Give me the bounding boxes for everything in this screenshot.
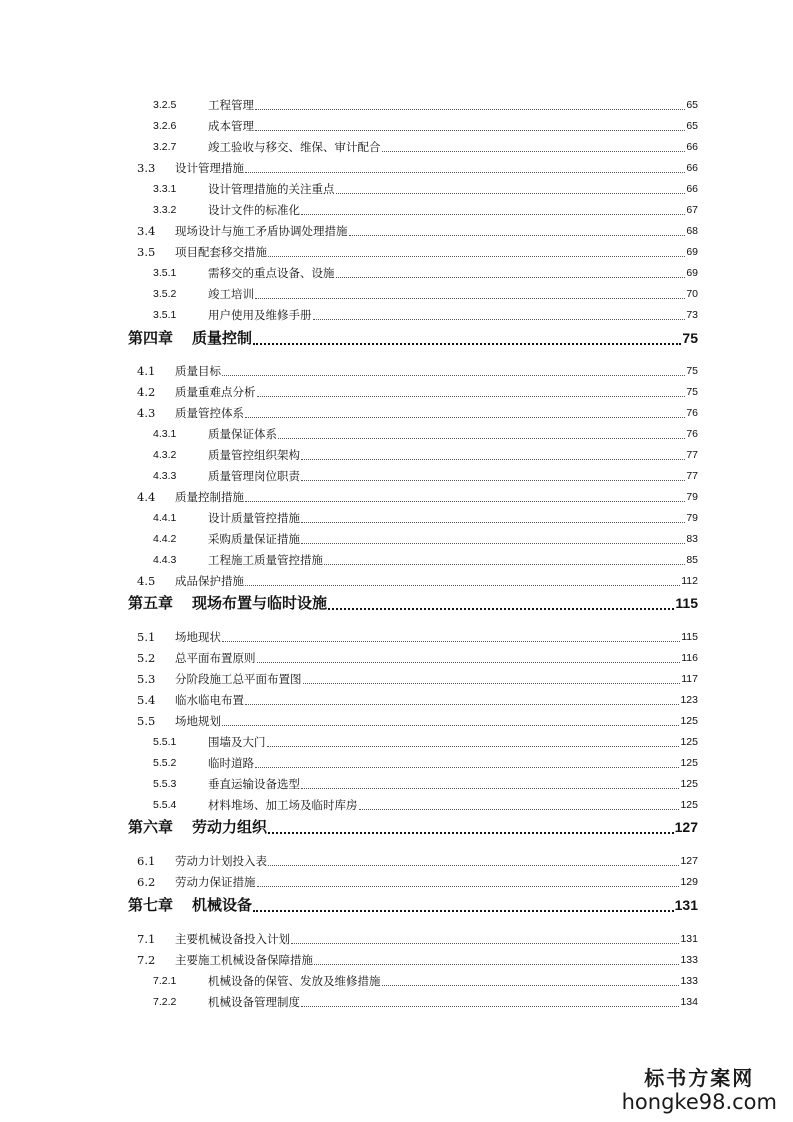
toc-entry-title: 质量重难点分析	[175, 385, 256, 399]
watermark-url: hongke98.com	[621, 1090, 777, 1114]
toc-entry-page: 68	[686, 225, 698, 237]
toc-leader-dots	[257, 386, 686, 397]
toc-entry-number: 5.2	[137, 651, 156, 665]
toc-entry-row[interactable]	[153, 427, 698, 441]
toc-entry-number: 4.1	[137, 364, 156, 378]
toc-entry-number: 5.1	[137, 630, 156, 644]
toc-leader-dots	[301, 778, 679, 789]
toc-entry-title: 质量控制	[192, 329, 253, 347]
toc-entry-number: 3.3.1	[153, 183, 177, 195]
toc-entry-page: 125	[680, 715, 698, 727]
toc-entry-page: 77	[686, 470, 698, 482]
toc-leader-dots	[255, 288, 685, 299]
toc-entry-row[interactable]	[137, 693, 698, 707]
toc-entry-title: 垂直运输设备选型	[208, 777, 300, 791]
toc-entry-title: 劳动力计划投入表	[175, 854, 267, 868]
toc-leader-dots	[359, 799, 680, 810]
toc-entry-page: 76	[686, 407, 698, 419]
toc-entry-title: 项目配套移交措施	[175, 245, 267, 259]
toc-entry-page: 85	[686, 554, 698, 566]
toc-entry-row[interactable]	[137, 245, 698, 259]
watermark-title: 标书方案网	[644, 1066, 755, 1090]
toc-entry-number: 4.4	[137, 490, 156, 504]
toc-leader-dots	[324, 554, 685, 565]
toc-entry-row[interactable]	[137, 672, 698, 686]
toc-entry-page: 131	[674, 897, 698, 913]
toc-entry-page: 127	[674, 819, 698, 835]
toc-leader-dots	[301, 996, 679, 1007]
toc-entry-title: 场地规划	[175, 714, 221, 728]
toc-entry-title: 竣工培训	[208, 287, 254, 301]
toc-entry-number: 4.3.3	[153, 470, 177, 482]
toc-entry-title: 质量目标	[175, 364, 221, 378]
toc-leader-dots	[336, 267, 686, 278]
toc-entry-number: 4.3.1	[153, 428, 177, 440]
toc-entry-title: 设计管理措施	[175, 161, 244, 175]
toc-entry-number: 第四章	[128, 329, 174, 347]
watermark-logo	[622, 1066, 777, 1114]
toc-entry-title: 总平面布置原则	[175, 651, 256, 665]
toc-entry-row[interactable]	[153, 756, 698, 770]
toc-entry-title: 质量管控组织架构	[208, 448, 300, 462]
toc-entry-page: 67	[686, 204, 698, 216]
toc-entry-title: 采购质量保证措施	[208, 532, 300, 546]
toc-entry-title: 需移交的重点设备、设施	[208, 266, 335, 280]
toc-entry-number: 7.1	[137, 932, 156, 946]
toc-entry-page: 66	[686, 183, 698, 195]
toc-entry-row[interactable]	[153, 995, 698, 1009]
toc-leader-dots	[222, 715, 679, 726]
toc-entry-number: 第五章	[128, 594, 174, 612]
toc-leader-dots	[245, 162, 685, 173]
toc-entry-number: 5.3	[137, 672, 156, 686]
toc-entry-row[interactable]	[153, 798, 698, 812]
toc-entry-title: 工程管理	[208, 98, 254, 112]
toc-entry-page: 125	[680, 757, 698, 769]
toc-entry-number: 7.2	[137, 953, 156, 967]
toc-leader-dots	[255, 757, 679, 768]
toc-entry-title: 材料堆场、加工场及临时库房	[208, 798, 358, 812]
toc-entry-title: 主要施工机械设备保障措施	[175, 953, 313, 967]
toc-entry-page: 129	[680, 876, 698, 888]
toc-entry-page: 77	[686, 449, 698, 461]
toc-leader-dots	[314, 954, 679, 965]
toc-leader-dots	[222, 631, 680, 642]
toc-leader-dots	[245, 694, 679, 705]
toc-entry-row[interactable]	[137, 385, 698, 399]
toc-entry-page: 65	[686, 120, 698, 132]
toc-leader-dots	[382, 141, 686, 152]
toc-leader-dots	[257, 876, 680, 887]
toc-entry-row[interactable]	[153, 469, 698, 483]
toc-entry-page: 73	[686, 309, 698, 321]
toc-entry-title: 设计文件的标准化	[208, 203, 300, 217]
toc-entry-row[interactable]	[153, 974, 698, 988]
toc-entry-number: 4.4.3	[153, 554, 177, 566]
toc-entry-page: 66	[686, 141, 698, 153]
toc-entry-number: 3.5	[137, 245, 156, 259]
toc-entry-number: 4.4.2	[153, 533, 177, 545]
toc-entry-page: 115	[681, 631, 698, 643]
toc-entry-page: 133	[680, 975, 698, 987]
toc-entry-title: 围墙及大门	[208, 735, 266, 749]
toc-entry-page: 75	[686, 386, 698, 398]
toc-entry-page: 131	[680, 933, 698, 945]
toc-leader-dots	[253, 330, 681, 345]
toc-entry-page: 125	[680, 799, 698, 811]
toc-entry-number: 5.5.1	[153, 736, 177, 748]
toc-leader-dots	[303, 673, 681, 684]
toc-entry-title: 劳动力保证措施	[175, 875, 256, 889]
toc-leader-dots	[245, 575, 680, 586]
toc-entry-row[interactable]	[137, 406, 698, 420]
toc-entry-number: 3.3	[137, 161, 156, 175]
toc-entry-page: 115	[675, 595, 698, 611]
toc-entry-title: 用户使用及维修手册	[208, 308, 312, 322]
toc-entry-page: 76	[686, 428, 698, 440]
toc-entry-title: 机械设备的保管、发放及维修措施	[208, 974, 381, 988]
toc-entry-page: 123	[680, 694, 698, 706]
toc-entry-title: 分阶段施工总平面布置图	[175, 672, 302, 686]
toc-entry-number: 4.4.1	[153, 512, 177, 524]
toc-entry-row[interactable]	[153, 511, 698, 525]
toc-entry-number: 5.5.4	[153, 799, 177, 811]
toc-entry-number: 4.5	[137, 574, 156, 588]
toc-chapter-row[interactable]	[128, 818, 698, 836]
toc-leader-dots	[328, 595, 674, 610]
toc-leader-dots	[313, 309, 686, 320]
toc-entry-title: 竣工验收与移交、维保、审计配合	[208, 140, 381, 154]
toc-entry-title: 设计质量管控措施	[208, 511, 300, 525]
toc-leader-dots	[278, 428, 685, 439]
toc-entry-page: 69	[686, 246, 698, 258]
toc-entry-page: 79	[686, 512, 698, 524]
toc-leader-dots	[257, 652, 681, 663]
toc-entry-number: 第六章	[128, 818, 174, 836]
toc-entry-title: 场地现状	[175, 630, 221, 644]
toc-entry-page: 116	[681, 652, 698, 664]
toc-leader-dots	[336, 183, 686, 194]
toc-entry-page: 125	[680, 736, 698, 748]
toc-entry-title: 现场设计与施工矛盾协调处理措施	[175, 224, 348, 238]
toc-leader-dots	[291, 933, 679, 944]
toc-leader-dots	[301, 204, 685, 215]
toc-entry-row[interactable]	[137, 490, 698, 504]
toc-leader-dots	[267, 736, 680, 747]
toc-entry-title: 设计管理措施的关注重点	[208, 182, 335, 196]
toc-leader-dots	[382, 975, 680, 986]
toc-entry-number: 3.4	[137, 224, 156, 238]
toc-entry-page: 112	[681, 575, 698, 587]
toc-entry-number: 5.5	[137, 714, 156, 728]
toc-entry-number: 7.2.1	[153, 975, 177, 987]
toc-leader-dots	[301, 449, 685, 460]
toc-entry-title: 工程施工质量管控措施	[208, 553, 323, 567]
toc-entry-number: 4.3	[137, 406, 156, 420]
toc-entry-page: 83	[686, 533, 698, 545]
toc-entry-number: 5.5.2	[153, 757, 177, 769]
toc-entry-number: 3.2.7	[153, 141, 177, 153]
toc-entry-page: 79	[686, 491, 698, 503]
toc-chapter-row[interactable]	[128, 329, 698, 347]
toc-entry-row[interactable]	[153, 119, 698, 133]
toc-leader-dots	[222, 365, 685, 376]
toc-leader-dots	[255, 99, 685, 110]
toc-entry-row[interactable]	[137, 161, 698, 175]
toc-entry-page: 133	[680, 954, 698, 966]
toc-leader-dots	[245, 491, 685, 502]
toc-entry-row[interactable]	[137, 574, 698, 588]
toc-entry-row[interactable]	[137, 630, 698, 644]
toc-entry-title: 机械设备管理制度	[208, 995, 300, 1009]
toc-entry-row[interactable]	[137, 854, 698, 868]
toc-entry-row[interactable]	[137, 364, 698, 378]
toc-entry-title: 临时道路	[208, 756, 254, 770]
toc-entry-row[interactable]	[153, 182, 698, 196]
toc-entry-number: 6.1	[137, 854, 156, 868]
toc-entry-page: 66	[686, 162, 698, 174]
toc-entry-row[interactable]	[137, 875, 698, 889]
toc-leader-dots	[255, 120, 685, 131]
toc-entry-title: 临水临电布置	[175, 693, 244, 707]
toc-entry-row[interactable]	[137, 953, 698, 967]
toc-entry-number: 3.2.5	[153, 99, 177, 111]
toc-entry-row[interactable]	[153, 287, 698, 301]
toc-entry-row[interactable]	[153, 98, 698, 112]
toc-entry-title: 劳动力组织	[192, 818, 268, 836]
toc-entry-row[interactable]	[137, 651, 698, 665]
toc-leader-dots	[268, 855, 679, 866]
toc-entry-number: 3.5.1	[153, 267, 177, 279]
toc-entry-number: 4.2	[137, 385, 156, 399]
toc-entry-page: 75	[682, 330, 698, 346]
toc-leader-dots	[268, 819, 674, 834]
toc-entry-number: 5.4	[137, 693, 156, 707]
toc-entry-row[interactable]	[153, 266, 698, 280]
toc-entry-title: 现场布置与临时设施	[192, 594, 328, 612]
toc-entry-number: 4.3.2	[153, 449, 177, 461]
toc-leader-dots	[301, 512, 685, 523]
toc-entry-number: 3.2.6	[153, 120, 177, 132]
toc-entry-page: 70	[686, 288, 698, 300]
toc-leader-dots	[245, 407, 685, 418]
toc-entry-page: 125	[680, 778, 698, 790]
toc-chapter-row[interactable]	[128, 594, 698, 612]
toc-entry-row[interactable]	[153, 140, 698, 154]
toc-entry-page: 127	[680, 855, 698, 867]
toc-entry-title: 主要机械设备投入计划	[175, 932, 290, 946]
toc-entry-page: 69	[686, 267, 698, 279]
toc-entry-page: 65	[686, 99, 698, 111]
toc-entry-title: 成本管理	[208, 119, 254, 133]
toc-entry-number: 3.3.2	[153, 204, 177, 216]
toc-entry-title: 质量管控体系	[175, 406, 244, 420]
toc-entry-row[interactable]	[153, 777, 698, 791]
toc-leader-dots	[301, 470, 685, 481]
toc-entry-number: 6.2	[137, 875, 156, 889]
toc-entry-title: 成品保护措施	[175, 574, 244, 588]
toc-leader-dots	[253, 897, 674, 912]
toc-entry-row[interactable]	[153, 308, 698, 322]
toc-entry-page: 75	[686, 365, 698, 377]
toc-entry-row[interactable]	[153, 735, 698, 749]
toc-entry-title: 机械设备	[192, 896, 253, 914]
toc-entry-number: 3.5.2	[153, 288, 177, 300]
toc-entry-row[interactable]	[137, 932, 698, 946]
toc-entry-number: 3.5.1	[153, 309, 177, 321]
toc-entry-title: 质量保证体系	[208, 427, 277, 441]
toc-entry-row[interactable]	[137, 714, 698, 728]
toc-entry-number: 第七章	[128, 896, 174, 914]
toc-entry-number: 7.2.2	[153, 996, 177, 1008]
toc-leader-dots	[349, 225, 686, 236]
toc-entry-title: 质量管理岗位职责	[208, 469, 300, 483]
toc-entry-number: 5.5.3	[153, 778, 177, 790]
toc-entry-row[interactable]	[153, 448, 698, 462]
toc-leader-dots	[268, 246, 685, 257]
toc-entry-row[interactable]	[153, 532, 698, 546]
toc-leader-dots	[301, 533, 685, 544]
toc-entry-row[interactable]	[153, 553, 698, 567]
toc-chapter-row[interactable]	[128, 896, 698, 914]
toc-entry-row[interactable]	[153, 203, 698, 217]
toc-entry-page: 134	[680, 996, 698, 1008]
toc-entry-row[interactable]	[137, 224, 698, 238]
toc-entry-title: 质量控制措施	[175, 490, 244, 504]
toc-entry-page: 117	[681, 673, 698, 685]
